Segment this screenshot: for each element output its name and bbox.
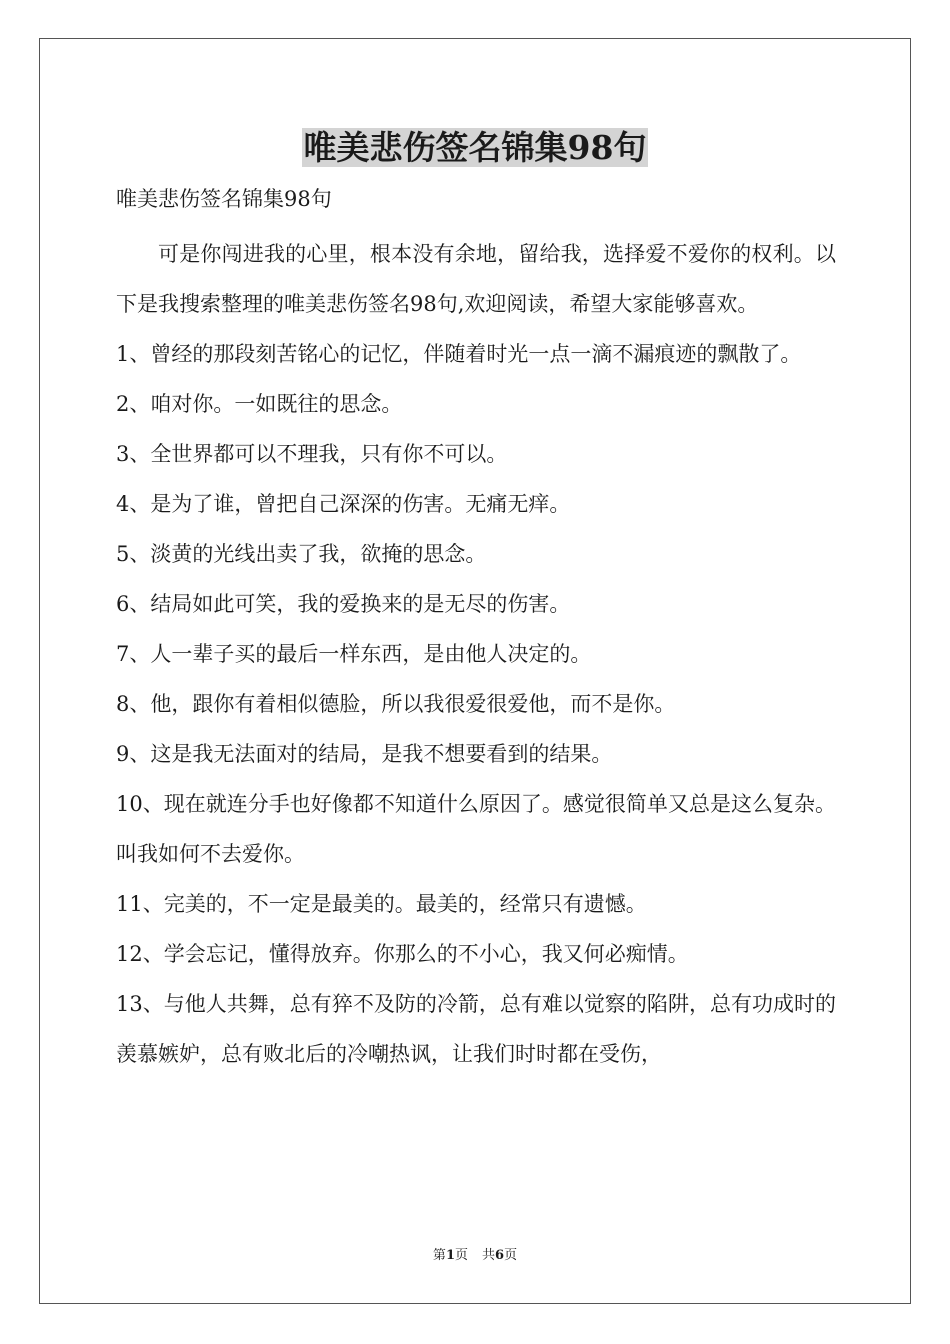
document-title-text: 唯美悲伤签名锦集98句 — [303, 128, 647, 167]
intro-paragraph: 可是你闯进我的心里，根本没有余地，留给我，选择爱不爱你的权利。以下是我搜索整理的唯美悲伤签名98句,欢迎阅读，希望大家能够喜欢。 — [116, 242, 836, 316]
list-item: 1、曾经的那段刻苦铭心的记忆，伴随着时光一点一滴不漏痕迹的飘散了。 — [116, 342, 802, 366]
page-prefix: 第 — [432, 1248, 446, 1263]
current-page-number: 1 — [445, 1248, 455, 1263]
list-item: 10、现在就连分手也好像都不知道什么原因了。感觉很简单又总是这么复杂。叫我如何不去爱你。 — [116, 792, 836, 866]
list-item: 5、淡黄的光线出卖了我，欲掩的思念。 — [116, 542, 487, 566]
list-item: 12、学会忘记，懂得放弃。你那么的不小心，我又何必痴情。 — [116, 942, 689, 966]
page-footer — [0, 1247, 950, 1265]
total-page-number: 6 — [495, 1248, 505, 1263]
document-body — [116, 229, 836, 1079]
total-suffix: 页 — [504, 1248, 518, 1263]
list-item: 8、他，跟你有着相似德脸，所以我很爱很爱他，而不是你。 — [116, 692, 676, 716]
list-item: 13、与他人共舞，总有猝不及防的冷箭，总有难以觉察的陷阱，总有功成时的羡慕嫉妒，总有败北后的冷嘲热讽，让我们时时都在受伤， — [116, 992, 836, 1066]
list-item: 2、咱对你。一如既往的思念。 — [116, 392, 403, 416]
list-item: 7、人一辈子买的最后一样东西，是由他人决定的。 — [116, 642, 592, 666]
list-item: 3、全世界都可以不理我，只有你不可以。 — [116, 442, 508, 466]
page-suffix: 页 — [454, 1248, 468, 1263]
document-subtitle: 唯美悲伤签名锦集98句 — [116, 187, 332, 211]
list-item: 11、完美的，不一定是最美的。最美的，经常只有遗憾。 — [116, 892, 647, 916]
list-item: 9、这是我无法面对的结局，是我不想要看到的结果。 — [116, 742, 613, 766]
list-item: 6、结局如此可笑，我的爱换来的是无尽的伤害。 — [116, 592, 571, 616]
total-prefix: 共 — [482, 1248, 496, 1263]
list-item: 4、是为了谁，曾把自己深深的伤害。无痛无痒。 — [116, 492, 571, 516]
document-title — [0, 126, 950, 170]
